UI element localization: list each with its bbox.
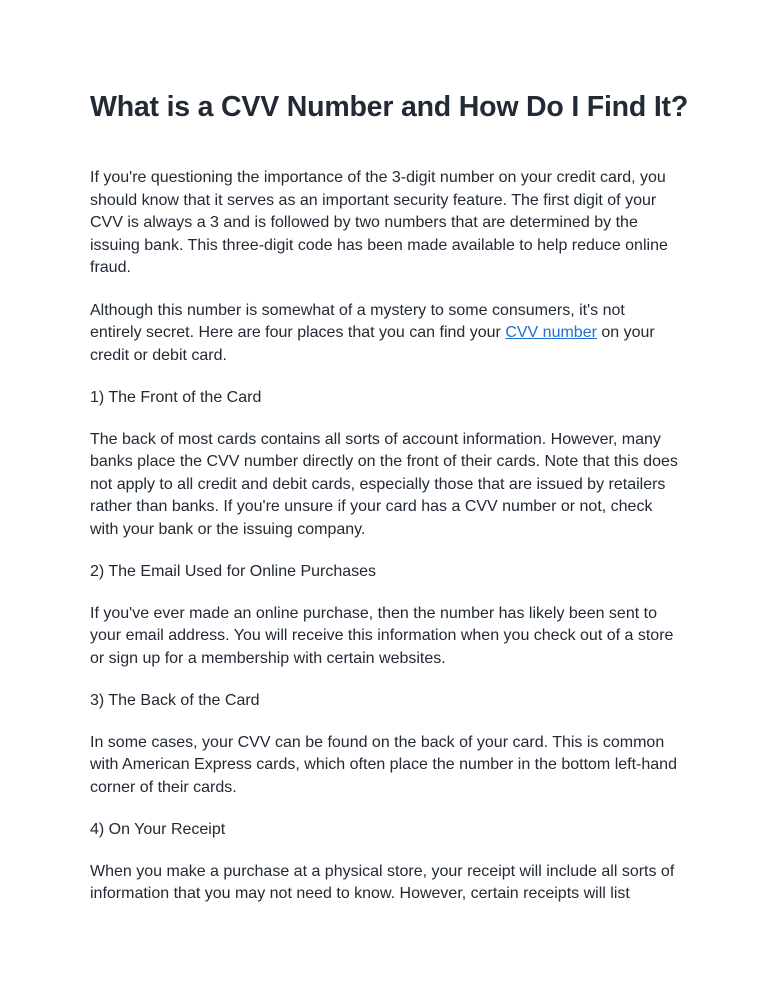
locations-paragraph — [90, 300, 678, 368]
cvv-number-link[interactable]: CVV number — [505, 324, 597, 341]
locations-text-before: Although this number is somewhat of a mystery to some consumers, it's not entirely secret. Here are four places that you can find your — [90, 301, 625, 341]
locations-text-after: on your credit or debit card. — [90, 324, 655, 364]
section-body-receipt: When you make a purchase at a physical store, your receipt will include all sorts of information that you may not need to know. However, certain receipts will list — [90, 862, 675, 902]
section-body-back: In some cases, your CVV can be found on the back of your card. This is common with American Express cards, which often place the number in the bottom left-hand corner of their cards. — [90, 733, 677, 796]
section-heading-front: 1) The Front of the Card — [90, 389, 262, 406]
section-heading-back: 3) The Back of the Card — [90, 692, 260, 709]
article-title: What is a CVV Number and How Do I Find It? — [90, 91, 689, 123]
section-heading-email: 2) The Email Used for Online Purchases — [90, 563, 377, 580]
section-heading-receipt: 4) On Your Receipt — [90, 821, 226, 838]
section-body-email: If you've ever made an online purchase, then the number has likely been sent to your email address. You will receive this information when you check out of a store or sign up for a membership with certain websites. — [90, 604, 674, 667]
intro-paragraph: If you're questioning the importance of the 3-digit number on your credit card, you should know that it serves as an important security feature. The first digit of your CVV is always a 3 and is followed by two numbers that are determined by the issuing bank. This three-digit code has been made available to help reduce online fraud. — [90, 169, 668, 276]
section-body-front: The back of most cards contains all sorts of account information. However, many banks place the CVV number directly on the front of their cards. Note that this does not apply to all credit and debit cards, especially those that are issued by retailers rather than banks. If you're unsure if your card has a CVV number or not, check with your bank or the issuing company. — [90, 430, 678, 538]
